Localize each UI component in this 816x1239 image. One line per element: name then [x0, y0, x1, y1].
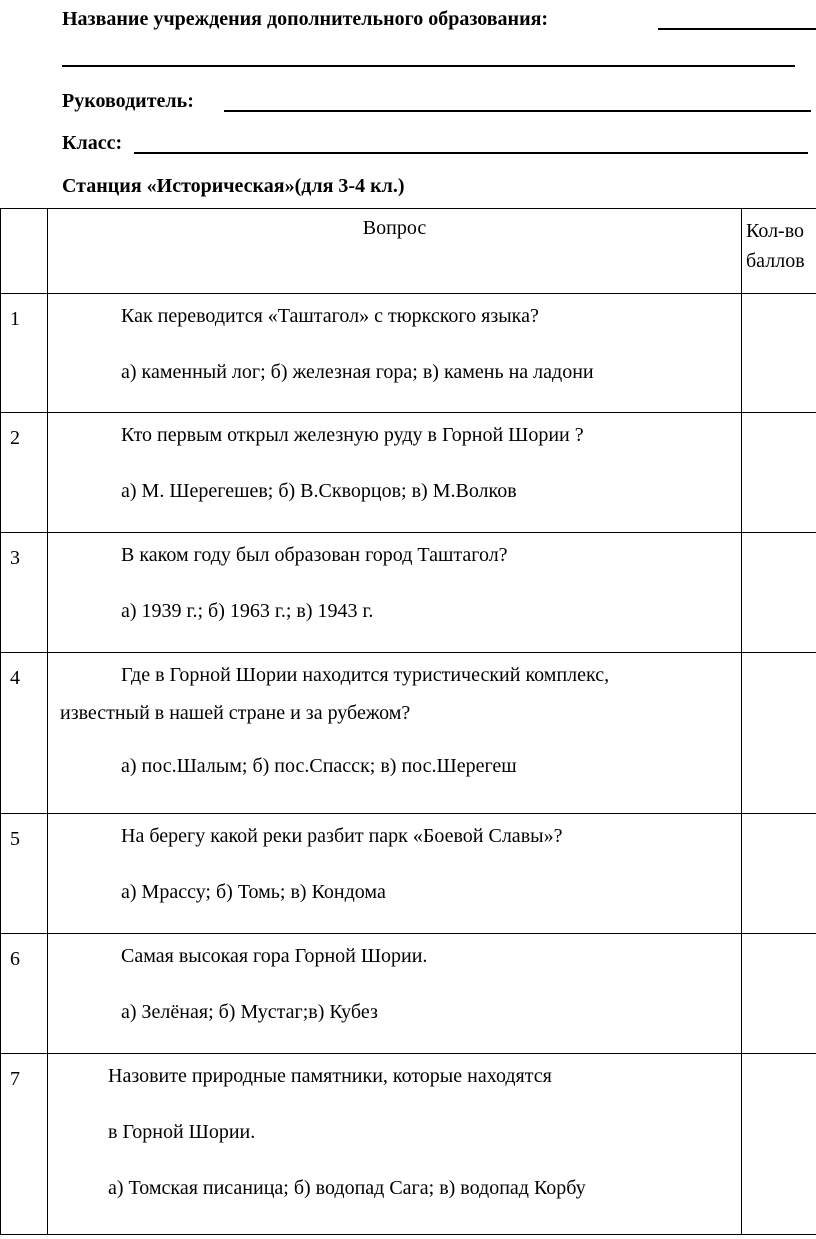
- question-text-line1: Где в Горной Шории находится туристический комплекс,: [121, 664, 610, 686]
- table-row: [1, 413, 816, 533]
- question-text-line2: известный в нашей стране и за рубежом?: [60, 702, 411, 724]
- row-number: 4: [1, 653, 48, 814]
- class-label: Класс:: [62, 132, 123, 154]
- table-row: [1, 653, 816, 814]
- institution-label: Название учреждения дополнительного образования:: [62, 8, 549, 30]
- question-cell: [48, 1054, 742, 1235]
- row-number: 6: [1, 934, 48, 1054]
- header-question-label: Вопрос: [362, 217, 427, 239]
- question-cell: [48, 533, 742, 653]
- institution-blank-line-2: [62, 65, 795, 67]
- score-cell[interactable]: [742, 653, 816, 814]
- table-row: [1, 1054, 816, 1235]
- row-number: 1: [1, 294, 48, 413]
- question-text: Кто первым открыл железную руду в Горной Шории ?: [121, 424, 584, 446]
- question-text-line2: в Горной Шории.: [108, 1121, 256, 1143]
- answer-options: а) пос.Шалым; б) пос.Спасск; в) пос.Шерегеш: [121, 755, 517, 777]
- header-score-label-line2: баллов: [746, 250, 805, 272]
- class-blank-line: [134, 152, 808, 154]
- question-cell: [48, 934, 742, 1054]
- question-text-line1: Назовите природные памятники, которые находятся: [108, 1065, 552, 1087]
- answer-options: а) 1939 г.; б) 1963 г.; в) 1943 г.: [121, 600, 374, 622]
- score-cell[interactable]: [742, 934, 816, 1054]
- director-label: Руководитель:: [62, 90, 194, 112]
- answer-options: а) каменный лог; б) железная гора; в) камень на ладони: [121, 361, 594, 383]
- header-question-cell: [48, 209, 742, 294]
- row-number: 2: [1, 413, 48, 533]
- table-row: [1, 934, 816, 1054]
- question-text: В каком году был образован город Таштагол?: [121, 544, 508, 566]
- question-text: Как переводится «Таштагол» с тюркского языка?: [121, 305, 539, 327]
- table-row: [1, 294, 816, 413]
- question-cell: [48, 814, 742, 934]
- header-num-cell: [1, 209, 48, 294]
- score-cell[interactable]: [742, 533, 816, 653]
- station-title: Станция «Историческая»(для 3-4 кл.): [62, 175, 405, 197]
- score-cell[interactable]: [742, 814, 816, 934]
- score-cell[interactable]: [742, 294, 816, 413]
- director-blank-line: [224, 110, 811, 112]
- question-cell: [48, 653, 742, 814]
- quiz-table: [0, 208, 816, 1235]
- question-text: Самая высокая гора Горной Шории.: [121, 945, 428, 967]
- answer-options: а) Зелёная; б) Мустаг;в) Кубез: [121, 1001, 378, 1023]
- row-number: 3: [1, 533, 48, 653]
- table-row: [1, 814, 816, 934]
- institution-blank-line: [658, 28, 816, 30]
- question-cell: [48, 413, 742, 533]
- question-cell: [48, 294, 742, 413]
- question-text: На берегу какой реки разбит парк «Боевой Славы»?: [121, 825, 563, 847]
- row-number: 5: [1, 814, 48, 934]
- answer-options: а) Томская писаница; б) водопад Сага; в) водопад Корбу: [108, 1177, 586, 1199]
- header-score-cell: [742, 209, 816, 294]
- score-cell[interactable]: [742, 413, 816, 533]
- row-number: 7: [1, 1054, 48, 1235]
- header-score-label-line1: Кол-во: [746, 220, 805, 242]
- score-cell[interactable]: [742, 1054, 816, 1235]
- table-header-row: [1, 209, 816, 294]
- table-row: [1, 533, 816, 653]
- answer-options: а) М. Шерегешев; б) В.Скворцов; в) М.Волков: [121, 480, 517, 502]
- answer-options: а) Мрассу; б) Томь; в) Кондома: [121, 881, 386, 903]
